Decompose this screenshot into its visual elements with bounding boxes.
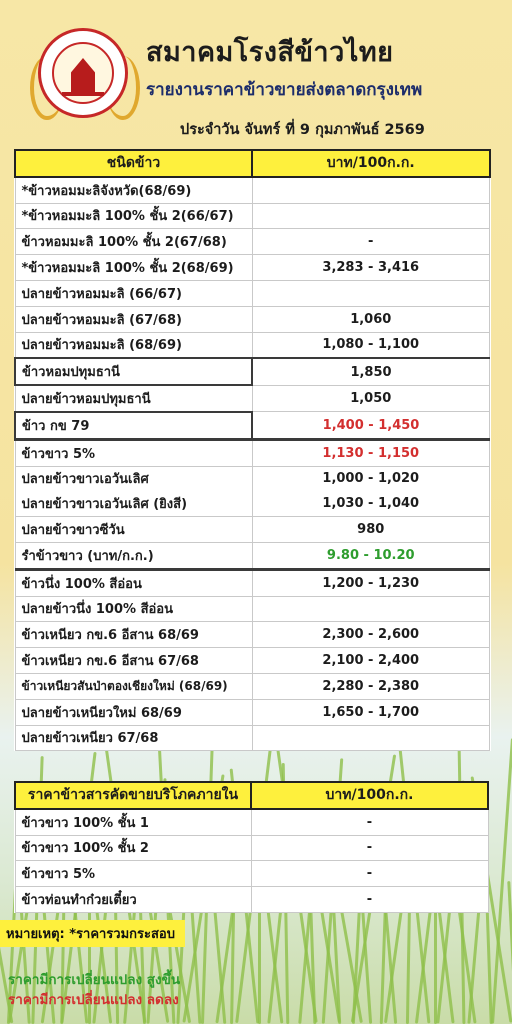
- rice-price: 1,050: [252, 385, 490, 412]
- col-header-price: บาท/100ก.ก.: [252, 150, 490, 177]
- association-logo: [38, 28, 128, 118]
- table-row: [15, 491, 490, 516]
- rice-price: 2,280 - 2,380: [252, 673, 490, 699]
- col-header-rice-type: ชนิดข้าว: [15, 150, 252, 177]
- table-row: [15, 412, 490, 439]
- table-row: [15, 596, 490, 622]
- table-row: [15, 358, 490, 385]
- rice-name: ปลายข้าวหอมปทุมธานี: [15, 385, 252, 412]
- col-header-domestic-price: บาท/100ก.ก.: [251, 782, 488, 809]
- table-row: [15, 809, 488, 835]
- table-row: [15, 255, 490, 281]
- table-row: [15, 203, 490, 229]
- rice-name: ข้าวเหนียว กข.6 อีสาน 68/69: [15, 622, 252, 648]
- rice-name: *ข้าวหอมมะลิ 100% ชั้น 2(66/67): [15, 203, 252, 229]
- rice-price: 1,650 - 1,700: [252, 699, 490, 725]
- rice-price-down: 1,130 - 1,150: [252, 439, 490, 466]
- rice-price: -: [252, 229, 490, 255]
- rice-price: 1,080 - 1,100: [252, 332, 490, 358]
- footnote: หมายเหตุ: *ราคารวมกระสอบ: [0, 920, 185, 947]
- rice-stalk-icon: [332, 901, 341, 1024]
- table-row: [15, 332, 490, 358]
- rice-name: รำข้าวขาว (บาท/ก.ก.): [15, 542, 252, 569]
- rice-name: ข้าวเหนียว กข.6 อีสาน 67/68: [15, 648, 252, 674]
- rice-name: *ข้าวหอมมะลิจังหวัด(68/69): [15, 177, 252, 203]
- table-row: [15, 887, 488, 913]
- rice-name: ข้าวเหนียวสันป่าตองเชียงใหม่ (68/69): [15, 673, 252, 699]
- col-header-domestic-type: ราคาข้าวสารคัดขายบริโภคภายใน: [15, 782, 251, 809]
- rice-price: [252, 280, 490, 306]
- rice-price: 1,000 - 1,020: [252, 466, 490, 491]
- table-row: [15, 542, 490, 569]
- rice-name: ข้าว กข 79: [15, 412, 252, 439]
- rice-name: ข้าวขาว 100% ชั้น 2: [15, 835, 251, 861]
- table-row: [15, 517, 490, 543]
- rice-name: ปลายข้าวหอมมะลิ (66/67): [15, 280, 252, 306]
- table-row: [15, 177, 490, 203]
- rice-name: ข้าวนึ่ง 100% สีอ่อน: [15, 569, 252, 596]
- rice-price: 2,300 - 2,600: [252, 622, 490, 648]
- table-row: [15, 725, 490, 751]
- legend-price-down: ราคามีการเปลี่ยนแปลง ลดลง: [8, 992, 179, 1008]
- rice-price: [252, 725, 490, 751]
- rice-price: 1,030 - 1,040: [252, 491, 490, 516]
- rice-name: ข้าวหอมมะลิ 100% ชั้น 2(67/68): [15, 229, 252, 255]
- rice-price: -: [251, 809, 488, 835]
- table-row: [15, 861, 488, 887]
- rice-name: ข้าวท่อนทำก๋วยเตี๋ยว: [15, 887, 251, 913]
- table-row: [15, 385, 490, 412]
- report-date: ประจำวัน จันทร์ ที่ 9 กุมภาพันธ์ 2569: [180, 122, 425, 138]
- table-row: [15, 673, 490, 699]
- rice-name: *ข้าวหอมมะลิ 100% ชั้น 2(68/69): [15, 255, 252, 281]
- table-row: [15, 466, 490, 491]
- rice-name: ปลายข้าวนึ่ง 100% สีอ่อน: [15, 596, 252, 622]
- rice-name: ปลายข้าวเหนียวใหม่ 68/69: [15, 699, 252, 725]
- table-row: [15, 835, 488, 861]
- rice-name: ปลายข้าวหอมมะลิ (67/68): [15, 306, 252, 332]
- rice-name: ปลายข้าวขาวซีวัน: [15, 517, 252, 543]
- rice-price: 2,100 - 2,400: [252, 648, 490, 674]
- rice-name: ปลายข้าวขาวเอวันเลิศ (ยิงสี): [15, 491, 252, 516]
- rice-price-down: 1,400 - 1,450: [252, 412, 490, 439]
- table-row: [15, 439, 490, 466]
- rice-price: -: [251, 887, 488, 913]
- table-row: [15, 699, 490, 725]
- header: [0, 0, 512, 150]
- rice-price: 1,200 - 1,230: [252, 569, 490, 596]
- rice-price: [252, 596, 490, 622]
- rice-price: [252, 203, 490, 229]
- rice-price: 3,283 - 3,416: [252, 255, 490, 281]
- rice-price: 1,060: [252, 306, 490, 332]
- rice-price: 1,850: [252, 358, 490, 385]
- rice-name: ปลายข้าวเหนียว 67/68: [15, 725, 252, 751]
- rice-mill-icon: [52, 42, 114, 104]
- rice-price: -: [251, 861, 488, 887]
- price-table-wholesale: [14, 149, 491, 751]
- rice-name: ข้าวขาว 5%: [15, 439, 252, 466]
- price-table-domestic: [14, 781, 489, 913]
- rice-name: ข้าวหอมปทุมธานี: [15, 358, 252, 385]
- legend-price-up: ราคามีการเปลี่ยนแปลง สูงขึ้น: [8, 972, 181, 988]
- table-row: [15, 306, 490, 332]
- rice-price: -: [251, 835, 488, 861]
- rice-price-up: 9.80 - 10.20: [252, 542, 490, 569]
- rice-name: ปลายข้าวหอมมะลิ (68/69): [15, 332, 252, 358]
- rice-name: ปลายข้าวขาวเอวันเลิศ: [15, 466, 252, 491]
- rice-price: 980: [252, 517, 490, 543]
- rice-name: ข้าวขาว 5%: [15, 861, 251, 887]
- rice-price: [252, 177, 490, 203]
- table-row: [15, 648, 490, 674]
- rice-name: ข้าวขาว 100% ชั้น 1: [15, 809, 251, 835]
- table-row: [15, 569, 490, 596]
- table-row: [15, 622, 490, 648]
- table-row: [15, 229, 490, 255]
- page-subtitle: รายงานราคาข้าวขายส่งตลาดกรุงเทพ: [146, 80, 423, 100]
- table-row: [15, 280, 490, 306]
- page-title: สมาคมโรงสีข้าวไทย: [146, 37, 394, 68]
